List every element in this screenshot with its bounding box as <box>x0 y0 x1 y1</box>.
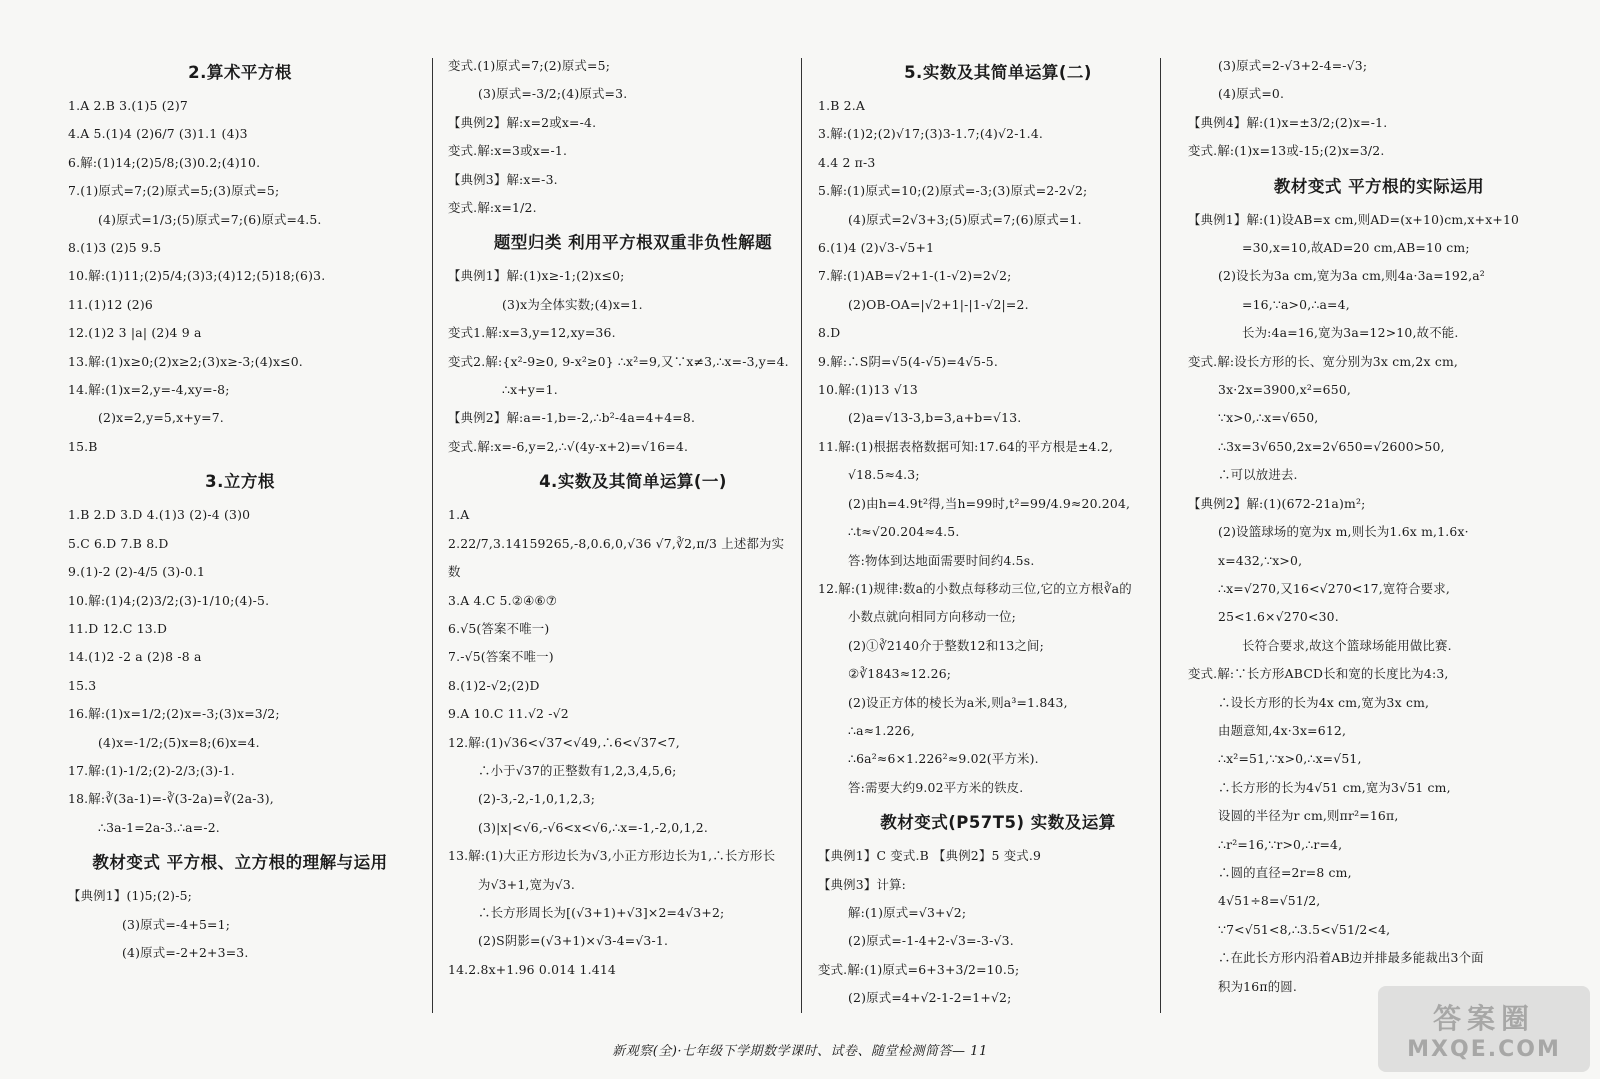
answer-line: 11.D 12.C 13.D <box>68 620 168 636</box>
answer-line: 1.B 2.A <box>818 98 866 113</box>
answer-line: 为√3+1,宽为√3. <box>478 876 576 892</box>
answer-line: 【典例2】解:x=2或x=-4. <box>448 114 597 130</box>
answer-line: ∴t≈√20.204≈4.5. <box>848 524 960 540</box>
answer-line: 由题意知,4x·3x=612, <box>1218 722 1347 738</box>
watermark-url: MXQE.COM <box>1407 1036 1561 1062</box>
answer-line: =30,x=10,故AD=20 cm,AB=10 cm; <box>1242 240 1470 256</box>
answer-line: 变式.解:设长方形的长、宽分别为3x cm,2x cm, <box>1188 353 1459 369</box>
answer-line: 变式.解:∵长方形ABCD长和宽的长度比为4:3, <box>1188 666 1449 682</box>
answer-line: ∴圆的直径=2r=8 cm, <box>1218 864 1352 880</box>
column-3 <box>818 52 1178 1020</box>
section-heading-textbook-variant-p57: 教材变式(P57T5) 实数及运算 <box>880 813 1116 833</box>
column-2 <box>448 52 818 1020</box>
answer-line: (2)a=√13-3,b=3,a+b=√13. <box>848 410 1022 426</box>
answer-line: 【典例3】计算: <box>818 876 907 892</box>
answer-line: 13.解:(1)大正方形边长为√3,小正方形边长为1,∴长方形长 <box>448 848 776 864</box>
answer-line: (2)设正方体的棱长为a米,则a³=1.843, <box>848 694 1068 710</box>
answer-line: 6.(1)4 (2)√3-√5+1 <box>818 240 935 256</box>
answer-line: 【典例1】(1)5;(2)-5; <box>68 888 193 904</box>
page-footer: 新观察(全)·七年级下学期数学课时、试卷、随堂检测简答— 11 <box>612 1044 988 1059</box>
answer-line: 14.2.8x+1.96 0.014 1.414 <box>448 961 616 977</box>
answer-line: (2)-3,-2,-1,0,1,2,3; <box>478 791 596 807</box>
answer-line: x=432,∵x>0, <box>1218 552 1303 568</box>
section-heading-arithmetic-square-root: 2.算术平方根 <box>188 63 292 82</box>
answer-line: 变式1.解:x=3,y=12,xy=36. <box>448 325 616 341</box>
answer-line: 12.解:(1)√36<√37<√49,∴6<√37<7, <box>448 734 680 750</box>
answer-line: 17.解:(1)-1/2;(2)-2/3;(3)-1. <box>68 762 235 778</box>
answer-line: 积为16π的圆. <box>1218 978 1298 994</box>
answer-line: 9.A 10.C 11.√2 -√2 <box>448 706 569 722</box>
answer-line: ∴x=√270,又16<√270<17,宽符合要求, <box>1218 580 1451 596</box>
answer-line: ∴6a²≈6×1.226²≈9.02(平方米). <box>848 751 1039 767</box>
answer-line: ②∛1843≈12.26; <box>848 666 952 682</box>
answer-line: 13.解:(1)x≥0;(2)x≥2;(3)x≥-3;(4)x≤0. <box>68 353 303 369</box>
answer-line: 18.解:∛(3a-1)=-∛(3-2a)=∛(2a-3), <box>68 791 274 807</box>
answer-line: 9.解:∴S阴=√5(4-√5)=4√5-5. <box>818 353 998 369</box>
answer-line: 12.解:(1)规律:数a的小数点每移动三位,它的立方根∛a的 <box>818 580 1132 596</box>
answer-line: (2)原式=4+√2-1-2=1+√2; <box>848 990 1012 1006</box>
answer-line: (2)x=2,y=5,x+y=7. <box>98 410 224 426</box>
answer-line: 数 <box>448 564 461 580</box>
answer-line: 【典例1】解:(1)x≥-1;(2)x≤0; <box>448 268 625 284</box>
answer-line: 变式.解:x=3或x=-1. <box>448 143 568 159</box>
column-1 <box>68 52 412 1020</box>
answer-line: ∴r²=16,∵r>0,∴r=4, <box>1218 836 1343 852</box>
answer-line: ∴3x=3√650,2x=2√650=√2600>50, <box>1218 438 1445 454</box>
answer-line: (2)设长为3a cm,宽为3a cm,则4a·3a=192,a² <box>1218 268 1485 284</box>
answer-line: 【典例3】解:x=-3. <box>448 171 558 187</box>
answer-line: ∴设长方形的长为4x cm,宽为3x cm, <box>1218 694 1430 710</box>
answer-line: 【典例1】解:(1)设AB=x cm,则AD=(x+10)cm,x+x+10 <box>1188 211 1520 227</box>
answer-line: 变式2.解:{x²-9≥0, 9-x²≥0} ∴x²=9,又∵x≠3,∴x=-3,y=4. <box>448 353 789 369</box>
answer-line: (2)设篮球场的宽为x m,则长为1.6x m,1.6x· <box>1218 524 1469 540</box>
answer-line: 11.解:(1)根据表格数据可知:17.64的平方根是±4.2, <box>818 438 1113 454</box>
answer-line: 设圆的半径为r cm,则πr²=16π, <box>1218 808 1399 824</box>
answer-line: =16,∵a>0,∴a=4, <box>1242 296 1350 312</box>
answer-line: ∴a≈1.226, <box>848 722 915 738</box>
section-heading-textbook-variant: 教材变式 平方根、立方根的理解与运用 <box>92 853 388 873</box>
answer-line: (4)原式=-2+2+3=3. <box>122 944 249 960</box>
answer-line: (3)x为全体实数;(4)x=1. <box>502 296 643 312</box>
answer-line: (2)由h=4.9t²得,当h=99时,t²=99/4.9≈20.204, <box>848 495 1131 511</box>
answer-line: 11.(1)12 (2)6 <box>68 296 153 312</box>
answer-line: 14.(1)2 -2 a (2)8 -8 a <box>68 649 202 665</box>
section-heading-square-root-application: 教材变式 平方根的实际运用 <box>1273 176 1485 196</box>
answer-line: 【典例1】C 变式.B 【典例2】5 变式.9 <box>818 848 1042 864</box>
answer-line: 6.√5(答案不唯一) <box>448 620 550 636</box>
answer-line: 长为:4a=16,宽为3a=12>10,故不能. <box>1242 325 1459 341</box>
answer-line: 3.A 4.C 5.②④⑥⑦ <box>448 592 558 608</box>
answer-line: 【典例2】解:a=-1,b=-2,∴b²-4a=4+4=8. <box>448 410 696 426</box>
answer-line: 变式.解:x=1/2. <box>448 200 537 216</box>
answer-line: 小数点就向相同方向移动一位; <box>848 609 1017 625</box>
answer-line: 变式.解:(1)x=13或-15;(2)x=3/2. <box>1188 143 1385 159</box>
answer-line: 6.解:(1)14;(2)5/8;(3)0.2;(4)10. <box>68 154 261 170</box>
answer-line: 7.(1)原式=7;(2)原式=5;(3)原式=5; <box>68 183 280 199</box>
answer-line: ∴小于√37的正整数有1,2,3,4,5,6; <box>478 762 677 778</box>
answer-line: 3.解:(1)2;(2)√17;(3)3-1.7;(4)√2-1.4. <box>818 126 1044 142</box>
section-heading-real-numbers-1: 4.实数及其简单运算(一) <box>539 472 727 492</box>
answer-line: (3)原式=2-√3+2-4=-√3; <box>1218 58 1368 73</box>
answer-line: 答:物体到达地面需要时间约4.5s. <box>848 552 1035 568</box>
answer-line: 【典例4】解:(1)x=±3/2;(2)x=-1. <box>1188 114 1388 130</box>
answer-line: (2)①∛2140介于整数12和13之间; <box>848 637 1045 653</box>
watermark-text: 答案圈 <box>1432 1001 1535 1035</box>
answer-line: ∵7<√51<8,∴3.5<√51/2<4, <box>1218 921 1391 937</box>
answer-line: 1.B 2.D 3.D 4.(1)3 (2)-4 (3)0 <box>68 507 251 523</box>
answer-line: 8.D <box>818 325 841 341</box>
answer-line: ∴长方形周长为[(√3+1)+√3]×2=4√3+2; <box>478 904 725 920</box>
answer-line: 解:(1)原式=√3+√2; <box>848 904 967 920</box>
answer-line: ∴在此长方形内沿着AB边并排最多能裁出3个面 <box>1218 950 1484 966</box>
site-watermark-logo <box>1378 986 1590 1072</box>
answer-line: 4√51÷8=√51/2, <box>1218 893 1321 909</box>
answer-line: ∴3a-1=2a-3.∴a=-2. <box>98 819 220 835</box>
answer-line: 8.(1)2-√2;(2)D <box>448 677 540 693</box>
answer-line: (4)原式=2√3+3;(5)原式=7;(6)原式=1. <box>848 211 1082 227</box>
section-heading-real-numbers-2: 5.实数及其简单运算(二) <box>904 63 1092 82</box>
answer-line: 4.A 5.(1)4 (2)6/7 (3)1.1 (4)3 <box>68 126 248 142</box>
answer-line: (2)OB-OA=|√2+1|-|1-√2|=2. <box>848 296 1029 312</box>
answer-line: √18.5≈4.3; <box>848 467 920 483</box>
answer-line: 25<1.6×√270<30. <box>1218 609 1339 625</box>
answer-line: 4.4 2 π-3 <box>818 154 876 170</box>
section-heading-question-types: 题型归类 利用平方根双重非负性解题 <box>493 233 773 253</box>
answer-line: 答:需要大约9.02平方米的铁皮. <box>848 779 1024 795</box>
answer-line: ∴x²=51,∵x>0,∴x=√51, <box>1218 751 1362 767</box>
answer-line: (4)原式=1/3;(5)原式=7;(6)原式=4.5. <box>98 211 322 227</box>
answer-line: ∴x+y=1. <box>502 382 558 398</box>
answer-line: (3)原式=-4+5=1; <box>122 916 231 932</box>
answer-line: 1.A 2.B 3.(1)5 (2)7 <box>68 98 189 113</box>
answer-line: 15.B <box>68 438 98 454</box>
answer-line: 5.C 6.D 7.B 8.D <box>68 535 169 551</box>
answer-line: 变式.解:(1)原式=6+3+3/2=10.5; <box>818 961 1020 977</box>
answer-line: 15.3 <box>68 677 97 693</box>
answer-line: (2)原式=-1-4+2-√3=-3-√3. <box>848 933 1014 949</box>
answer-line: 8.(1)3 (2)5 9.5 <box>68 240 162 256</box>
answer-line: (4)原式=0. <box>1218 86 1285 102</box>
answer-line: (4)x=-1/2;(5)x=8;(6)x=4. <box>98 734 260 750</box>
answer-line: 变式.(1)原式=7;(2)原式=5; <box>448 58 611 73</box>
answer-line: 长符合要求,故这个篮球场能用做比赛. <box>1242 637 1452 653</box>
answer-line: ∴可以放进去. <box>1218 467 1298 483</box>
column-4 <box>1188 52 1570 1020</box>
answer-line: 10.解:(1)4;(2)3/2;(3)-1/10;(4)-5. <box>68 592 270 608</box>
answer-line: (3)原式=-3/2;(4)原式=3. <box>478 86 628 102</box>
column-divider <box>432 58 433 1013</box>
answer-line: ∵x>0,∴x=√650, <box>1218 410 1319 426</box>
answer-line: 1.A <box>448 507 470 523</box>
answer-line: 14.解:(1)x=2,y=-4,xy=-8; <box>68 382 230 398</box>
answer-line: 3x·2x=3900,x²=650, <box>1218 382 1352 398</box>
section-heading-cube-root: 3.立方根 <box>205 472 275 492</box>
answer-line: ∴长方形的长为4√51 cm,宽为3√51 cm, <box>1218 779 1451 795</box>
answer-line: 9.(1)-2 (2)-4/5 (3)-0.1 <box>68 564 206 580</box>
answer-line: 7.-√5(答案不唯一) <box>448 649 554 665</box>
answer-line: 12.(1)2 3 |a| (2)4 9 a <box>68 325 202 341</box>
answer-line: 2.22/7,3.14159265,-8,0.6,0,√36 √7,∛2,π/3 上述都为实 <box>448 535 785 551</box>
answer-line: 【典例2】解:(1)(672-21a)m²; <box>1188 495 1366 511</box>
answer-line: (3)|x|<√6,-√6<x<√6,∴x=-1,-2,0,1,2. <box>478 819 708 835</box>
answer-line: (2)S阴影=(√3+1)×√3-4=√3-1. <box>478 933 669 949</box>
answer-line: 16.解:(1)x=1/2;(2)x=-3;(3)x=3/2; <box>68 706 280 722</box>
answer-line: 7.解:(1)AB=√2+1-(1-√2)=2√2; <box>818 268 1012 284</box>
answer-line: 5.解:(1)原式=10;(2)原式=-3;(3)原式=2-2√2; <box>818 183 1088 199</box>
answer-line: 变式.解:x=-6,y=2,∴√(4y-x+2)=√16=4. <box>448 438 689 454</box>
answer-line: 10.解:(1)13 √13 <box>818 382 918 398</box>
answer-line: 10.解:(1)11;(2)5/4;(3)3;(4)12;(5)18;(6)3. <box>68 268 326 284</box>
